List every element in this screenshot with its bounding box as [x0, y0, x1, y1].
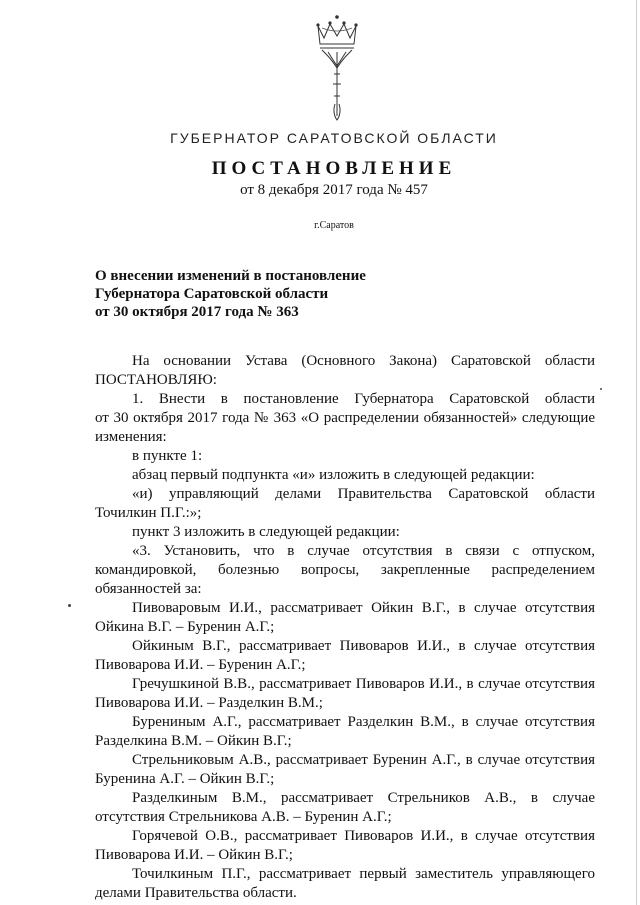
body-line: Ойкина В.Г. – Буренин А.Г.; [95, 619, 275, 635]
decree-date-number: от 8 декабря 2017 года № 457 [240, 182, 428, 198]
body-line: Разделкиным В.М., рассматривает Стрельников А.В., в случае [132, 790, 595, 806]
subject-line: О внесении изменений в постановление [95, 268, 366, 284]
body-line: делами Правительства области. [95, 885, 297, 901]
decree-body [95, 352, 595, 903]
body-line: Стрельниковым А.В., рассматривает Буренин А.Г., в случае отсутствия [132, 752, 595, 768]
body-line: Пивоварова И.И. – Буренин А.Г.; [95, 657, 306, 673]
subject-line: Губернатора Саратовской области [95, 286, 329, 302]
body-line: Горячевой О.В., рассматривает Пивоваров И.И., в случае отсутствия [132, 828, 595, 844]
body-line: Ойкиным В.Г., рассматривает Пивоваров И.И., в случае отсутствия [132, 638, 595, 654]
body-line: обязанностей за: [95, 581, 202, 597]
body-line: На основании Устава (Основного Закона) Саратовской области [132, 353, 595, 369]
body-line: 1. Внести в постановление Губернатора Саратовской области [132, 391, 595, 407]
body-line: от 30 октября 2017 года № 363 «О распределении обязанностей» следующие [95, 410, 595, 426]
body-line: командировкой, болезнью вопросы, закрепленные распределением [95, 562, 595, 578]
body-line: ПОСТАНОВЛЯЮ: [95, 372, 217, 388]
body-line: Разделкина В.М. – Ойкин В.Г.; [95, 733, 292, 749]
document-type-title: ПОСТАНОВЛЕНИЕ [211, 158, 457, 179]
body-line: Точилкиным П.Г., рассматривает первый заместитель управляющего [132, 866, 595, 882]
body-line: Гречушкиной В.В., рассматривает Пивоваров И.И., в случае отсутствия [132, 676, 595, 692]
body-line: Пивоваровым И.И., рассматривает Ойкин В.Г., в случае отсутствия [132, 600, 595, 616]
body-line: пункт 3 изложить в следующей редакции: [132, 524, 400, 540]
scan-speck [600, 388, 602, 390]
body-line: изменения: [95, 429, 167, 445]
scan-speck [68, 604, 71, 607]
body-line: «3. Установить, что в случае отсутствия в связи с отпуском, [132, 543, 595, 559]
governor-heading: ГУБЕРНАТОР САРАТОВСКОЙ ОБЛАСТИ [170, 130, 498, 146]
subject-line: от 30 октября 2017 года № 363 [95, 304, 299, 320]
body-line: Пивоварова И.И. – Разделкин В.М.; [95, 695, 323, 711]
body-line: Пивоварова И.И. – Ойкин В.Г.; [95, 847, 293, 863]
body-line: «и) управляющий делами Правительства Саратовской области [132, 486, 595, 502]
body-line: отсутствия Стрельникова А.В. – Буренин А.Г.; [95, 809, 392, 825]
crown-emblem-icon [308, 12, 366, 124]
body-line: абзац первый подпункта «и» изложить в следующей редакции: [132, 467, 535, 483]
decree-subject [95, 267, 366, 321]
body-line: Точилкин П.Г.:»; [95, 505, 202, 521]
body-line: Бурениным А.Г., рассматривает Разделкин В.М., в случае отсутствия [132, 714, 595, 730]
city-label: г.Саратов [314, 220, 354, 231]
body-line: в пункте 1: [132, 448, 203, 464]
body-line: Буренина А.Г. – Ойкин В.Г.; [95, 771, 275, 787]
